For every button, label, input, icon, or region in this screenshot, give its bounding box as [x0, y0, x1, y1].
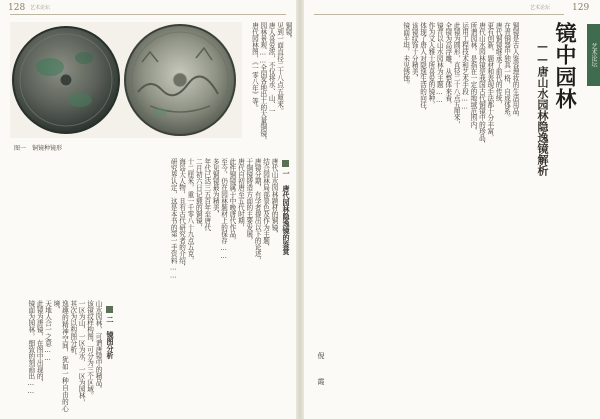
text-column: 见到一面直径二十八点五厘米。 [275, 22, 284, 115]
text-column: 所谓园林，是指在一定的地域范围内， [468, 22, 477, 135]
text-column: 该镜纹样构图，可分为三个区域。 [85, 300, 94, 399]
author-name: 倪 霞 [317, 352, 325, 391]
text-column: 天地人合一之意…… [43, 300, 52, 363]
text-column: 铜镜。 [284, 22, 292, 42]
figure-caption: 图一 铜镜种镜形 [14, 145, 63, 152]
text-column: 多见铜镜最为精美， [211, 158, 220, 218]
text-column: 体现了唐人对隐逸生活的向往， [418, 22, 427, 115]
book-gutter [296, 0, 304, 419]
text-column: 镜面为园林，细致的刻画出…… [26, 300, 35, 396]
bronze-mirror-photos [10, 22, 242, 138]
text-column: 唐代自初唐至五代时期， [236, 158, 245, 231]
text-column: 其次为以构图分析， [68, 300, 77, 360]
text-column: 山水园林，可谓唐镜中的精品。 [94, 300, 102, 393]
text-column: 园林景观……全国各地出土的大量铜镜， [258, 22, 267, 144]
text-column: 唐代铜镜继承了前代的传统， [494, 22, 503, 108]
mirror-front-image [13, 27, 119, 133]
text-column: 至今，仍在园林题材上的保存…… [219, 158, 228, 260]
text-column: 二月初六日记载的铜镜， [194, 158, 203, 231]
section-heading: 一 唐代园林隐逸镜的鉴赏 [282, 170, 290, 255]
section2-text [10, 300, 102, 412]
article-body [314, 22, 519, 407]
page-number: 129 [572, 3, 590, 13]
running-head: 艺术论坛 [30, 5, 51, 11]
header-rule [314, 14, 564, 15]
text-column: 该镜纹饰十分精美， [410, 22, 419, 82]
section-tag: 艺术论坛 [587, 24, 600, 86]
text-column: 在青铜器中独具一格，自成体系。 [502, 22, 511, 121]
text-column: 唐人喜爱浓，不仅将水、山、一 [267, 22, 276, 115]
text-column: 逸趣的精神空间，犹如一种自由的心境， [51, 300, 69, 412]
text-column: 全镜为高浮雕，从整体来看， [443, 22, 452, 108]
text-column: 研究界认定，这是本书的第一手资料…… [169, 158, 178, 280]
text-column: 此件铜镜属于中晚唐代作品， [227, 158, 236, 244]
text-column: 运用工程技术和艺术手段…… [460, 22, 469, 111]
text-column: 铜镜是古人鉴容理妆的生活用品， [511, 22, 519, 121]
mirror-back-image [125, 25, 235, 135]
text-column: 年代已达三五百年至唐代 [202, 158, 211, 231]
header-rule [10, 14, 286, 15]
text-column: 于铜镜铸造方面的主要发展， [244, 158, 253, 244]
text-column: 此镜为唐镜，在图中出现的， [35, 300, 44, 386]
right-page [304, 0, 600, 419]
article-subtitle: ——唐山水园林隐逸镜解析 [536, 40, 549, 176]
running-head: 艺术论坛 [530, 5, 551, 11]
text-column: 唐代山水园林题材的铜镜， [270, 158, 278, 238]
page-number: 128 [8, 3, 26, 13]
text-column: 更有创新，题材和表现手法都十分丰富， [485, 22, 494, 141]
text-column: 一区为山，一区为水，一区为园林， [77, 300, 86, 406]
article-title: 镜中园林 [553, 22, 578, 110]
section1-text [120, 158, 278, 408]
mirror-figure [10, 22, 242, 138]
text-column: 镜面平坦，未见锈蚀。 [401, 22, 410, 88]
text-column: 唐镜分期，有学者提出以下的论述， [253, 158, 262, 264]
text-column: 唐代山水园林镜是我国古代铜镜中的珍品， [477, 22, 486, 148]
section-marker [282, 160, 289, 167]
text-column: 作为文人雅士所喜爱的镜种， [426, 22, 435, 108]
intro-text [252, 22, 292, 152]
text-column: 唐代园林图，《一零八年》等。 [250, 22, 259, 112]
left-page [0, 0, 296, 419]
section-marker [106, 306, 113, 313]
text-column: 镜背以山水园林为主题…… [435, 22, 444, 104]
text-column: 十二厘米，重一千零八十九点五克， [185, 158, 194, 264]
text-column: 海岛大人物，且有古代研究者的介绍， [177, 158, 186, 271]
text-column: 此镜为圆形，直径二十八点五厘米， [452, 22, 461, 128]
text-column: 结合园林局部景色及作为主题， [261, 158, 270, 251]
section-heading: 二 镜图分析 [106, 316, 114, 359]
